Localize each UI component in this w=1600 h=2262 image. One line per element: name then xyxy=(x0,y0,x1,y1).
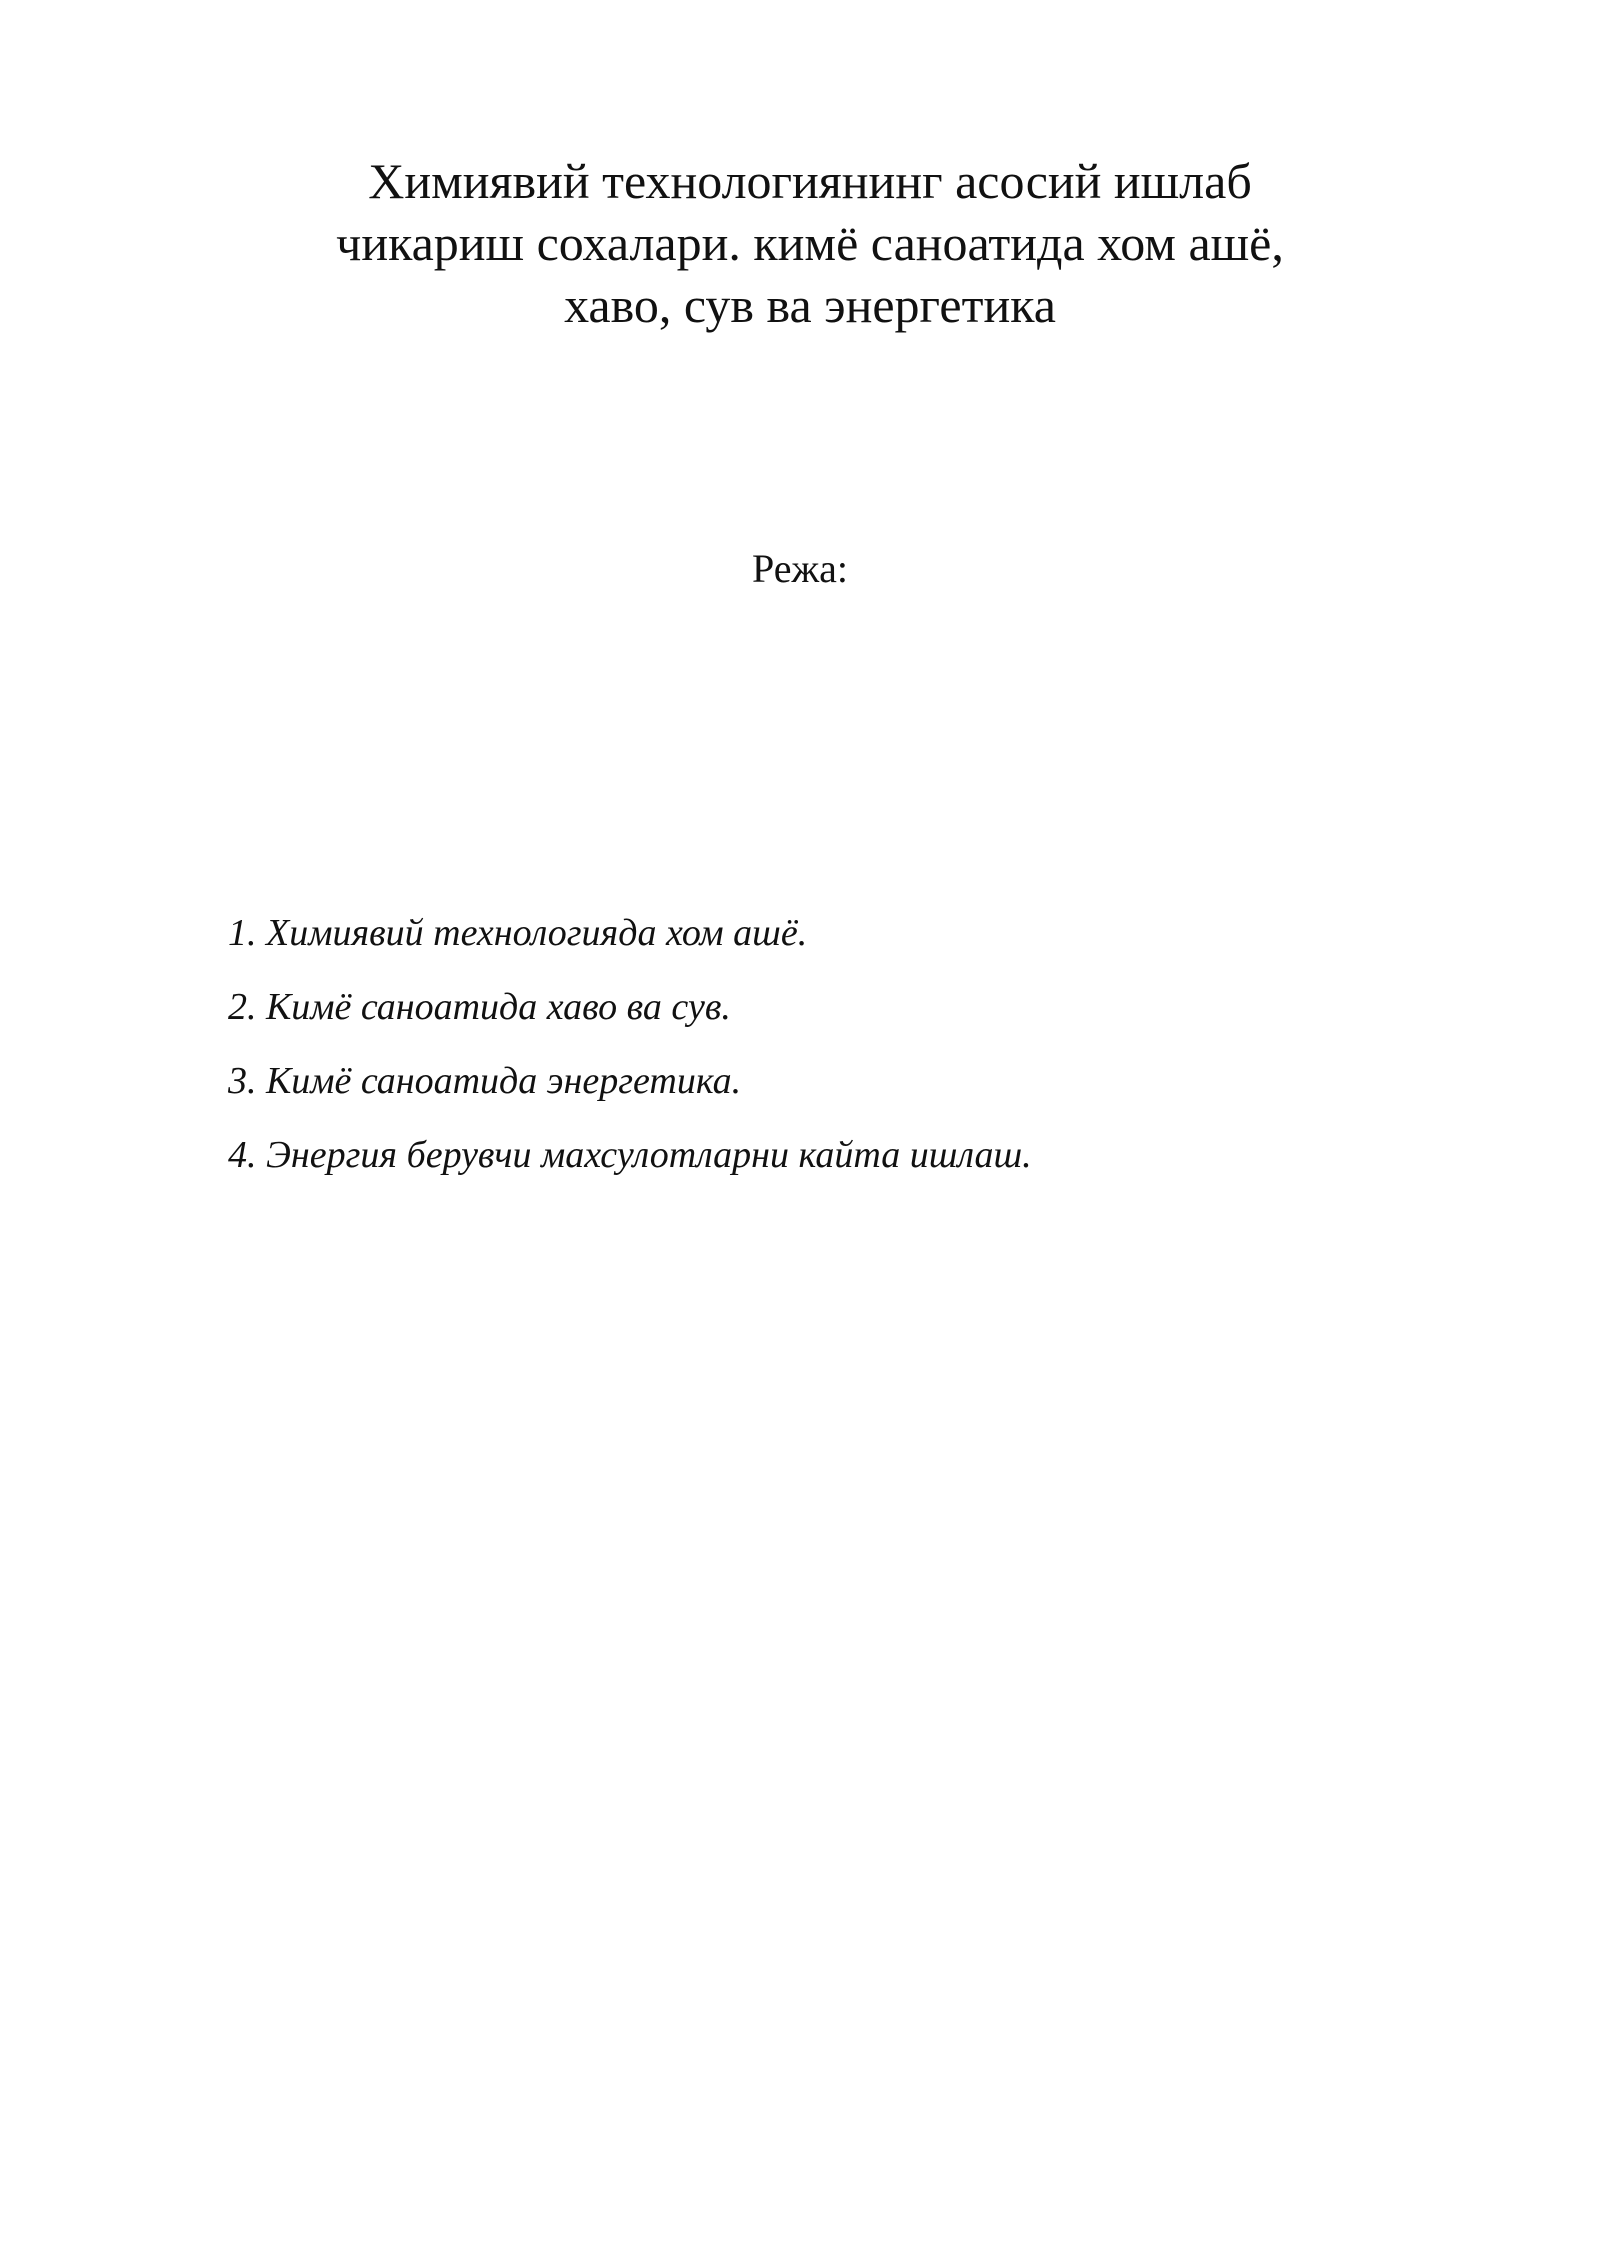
plan-list xyxy=(228,910,1032,1206)
document-title xyxy=(300,150,1320,336)
plan-item: 1. Химиявий технологияда хом ашё. xyxy=(228,912,808,954)
title-line: хаво, сув ва энергетика xyxy=(564,277,1056,333)
title-line: Химиявий технологиянинг асосий ишлаб xyxy=(368,153,1252,209)
plan-item: 3. Кимё саноатида энергетика. xyxy=(228,1060,742,1102)
plan-item: 4. Энергия берувчи махсулотларни кайта ишлаш. xyxy=(228,1134,1032,1176)
plan-item: 2. Кимё саноатида хаво ва сув. xyxy=(228,986,731,1028)
plan-heading: Режа: xyxy=(752,546,848,591)
title-line: чикариш сохалари. кимё саноатида хом ашё, xyxy=(336,215,1284,271)
